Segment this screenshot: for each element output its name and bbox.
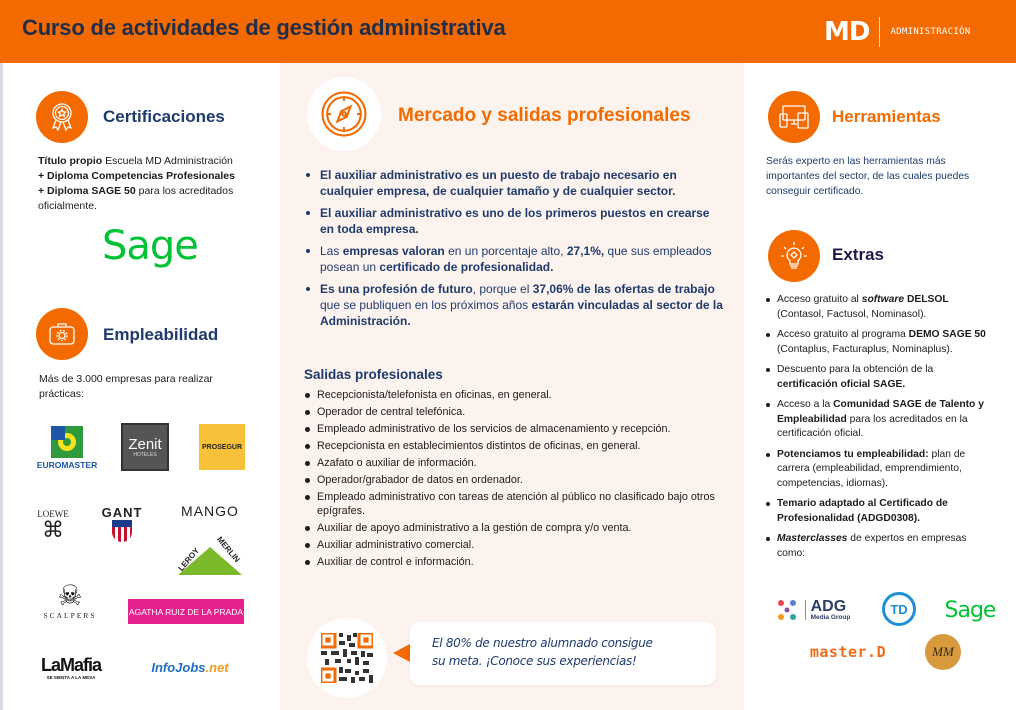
text: para los acreditados oficialmente.	[38, 185, 234, 212]
text-bold: + Diploma Competencias Profesionales	[38, 170, 235, 182]
md-administracion-logo[interactable]	[824, 17, 971, 47]
left-column	[0, 63, 280, 710]
text: plan de carrera (empleabilidad, emprendimiento, competencias, idiomas).	[777, 448, 966, 489]
mango-logo	[175, 503, 245, 519]
devices-icon	[768, 91, 820, 143]
text-bold: Potenciamos tu empleabilidad:	[777, 448, 929, 460]
text: (Contaplus, Facturaplus, Nominaplus).	[777, 343, 953, 355]
certificaciones-text	[38, 154, 268, 214]
loewe-label: LOEWE	[37, 509, 69, 519]
text: (Contasol, Factusol, Nominasol).	[777, 308, 927, 320]
text-italic: software	[861, 294, 905, 305]
logo-divider	[879, 17, 880, 47]
text: , porque el	[472, 282, 533, 296]
salida-item: Empleado administrativo de los servicios de almacenamiento y recepción.	[304, 422, 724, 436]
adg-divider	[805, 600, 806, 620]
leroy-label: LEROY	[176, 546, 202, 573]
bubble-arrow-icon	[393, 644, 410, 662]
lamafia-label: LaMafia	[40, 654, 102, 675]
text-bold: 27,1%,	[566, 244, 605, 258]
salida-item: Empleado administrativo con tareas de atención al público no clasificado bajo otros epígrafes.	[304, 490, 724, 518]
zenit-label: Zenit	[128, 435, 162, 453]
infojobs-label: InfoJobs	[151, 659, 206, 675]
agatha-ruiz-de-la-prada-logo	[128, 599, 244, 624]
text-bold: 37,06% de las ofertas de trabajo	[532, 282, 715, 296]
extras-bullet	[764, 398, 996, 442]
master-d-label: master.D	[809, 643, 887, 661]
gant-label: GANT	[101, 504, 143, 520]
text-bold: + Diploma SAGE 50	[38, 185, 136, 197]
text-bold: Es una profesión de futuro	[320, 282, 473, 296]
market-bullet	[304, 167, 724, 199]
mm-logo	[925, 634, 961, 670]
text: que se publiquen en los próximos años	[320, 298, 532, 312]
prosegur-logo	[199, 424, 245, 470]
text: Acceso gratuito al	[777, 294, 862, 305]
extras-bullet	[764, 328, 996, 357]
scalpers-logo	[35, 575, 105, 625]
lightbulb-icon	[768, 230, 820, 282]
infojobs-net-label: .net	[205, 659, 229, 675]
briefcase-gear-icon	[36, 308, 88, 360]
text-bold: El auxiliar administrativo es un puesto de trabajo necesario en cualquier empresa, de cualquier tamaño y de cualquier sector.	[320, 168, 677, 198]
text: que sus empleados posean un	[320, 244, 712, 274]
callout-line-1: El 80% de nuestro alumnado consigue	[432, 636, 653, 650]
mercado-title: Mercado y salidas profesionales	[398, 105, 691, 126]
empleabilidad-title: Empleabilidad	[103, 325, 219, 344]
td-label: TD	[890, 601, 908, 617]
agatha-label: AGATHA RUIZ DE LA PRADA	[128, 606, 244, 617]
loewe-anagram-icon: ⌘	[42, 517, 64, 542]
text-bold: Título propio	[38, 155, 103, 167]
leroy-merlin-logo	[173, 533, 247, 577]
text: para los acreditados en la certificación oficial.	[777, 413, 968, 439]
herramientas-title: Herramientas	[832, 107, 941, 126]
text-bold: DELSOL	[904, 294, 949, 305]
qr-code-icon	[321, 633, 373, 683]
page-title: Curso de actividades de gestión administrativa	[22, 15, 506, 40]
gant-shield-icon	[112, 520, 132, 542]
middle-column	[280, 63, 744, 710]
sage-logo: Sage	[102, 223, 198, 269]
adg-label: ADG	[810, 597, 847, 615]
market-bullet	[304, 205, 724, 237]
text-bold: Comunidad SAGE de Talento y Empleabilidad	[777, 399, 984, 425]
text-bold: certificación oficial SAGE.	[777, 378, 906, 390]
text-bold: certificado de profesionalidad.	[379, 260, 554, 274]
gant-logo	[91, 503, 153, 543]
salida-item: Operador/grabador de datos en ordenador.	[304, 473, 724, 487]
market-bullet	[304, 243, 724, 275]
text: Descuento para la obtención de la	[777, 364, 934, 375]
extras-list	[764, 293, 996, 567]
market-bullets	[304, 167, 724, 335]
salidas-list	[304, 388, 724, 572]
text: Acceso gratuito al programa	[777, 329, 909, 340]
adg-media-group-logo	[764, 593, 860, 627]
salida-item: Auxiliar de control e información.	[304, 555, 724, 569]
text: Escuela MD Administración	[102, 155, 233, 167]
extras-bullet	[764, 448, 996, 492]
infojobs-logo	[135, 657, 245, 677]
lamafia-logo	[35, 649, 107, 685]
salida-item: Auxiliar administrativo comercial.	[304, 538, 724, 552]
salida-item: Recepcionista/telefonista en oficinas, en general.	[304, 388, 724, 402]
salida-item: Recepcionista en establecimientos distintos de oficinas, en general.	[304, 439, 724, 453]
mango-label: MANGO	[181, 503, 239, 519]
testimonials-callout[interactable]	[410, 622, 716, 685]
euromaster-corner	[51, 426, 65, 440]
award-ribbon-icon	[36, 91, 88, 143]
euromaster-mark	[51, 426, 83, 458]
adg-mark-icon	[774, 597, 800, 623]
zenit-sublabel: HOTELES	[133, 451, 157, 458]
sage-partner-logo	[940, 593, 1000, 627]
market-bullet	[304, 281, 724, 329]
logo-text: ADMINISTRACIÓN	[890, 27, 971, 37]
right-column	[744, 63, 1016, 710]
text-bold: Temario adaptado al Certificado de Profesionalidad (ADGD0308).	[777, 498, 948, 524]
text-bold: empresas valoran	[342, 244, 445, 258]
text-italic: Masterclasses	[777, 533, 848, 544]
text: Las	[320, 244, 343, 258]
text: de expertos en empresas como:	[777, 533, 967, 559]
extras-bullet	[764, 497, 996, 526]
salidas-title: Salidas profesionales	[304, 367, 443, 382]
scalpers-label: SCALPERS	[43, 610, 97, 620]
extras-bullet	[764, 532, 996, 561]
master-d-logo	[800, 639, 896, 665]
extras-title: Extras	[832, 245, 884, 264]
logo-mark: MD	[824, 17, 870, 47]
text-bold: DEMO SAGE 50	[908, 329, 986, 340]
adg-text	[811, 599, 851, 622]
compass-icon	[307, 77, 381, 151]
sage-label: Sage	[944, 597, 996, 623]
page-header	[0, 0, 1016, 63]
text: en un porcentaje alto,	[444, 244, 567, 258]
lamafia-sublabel: SE SIENTA A LA MESA	[46, 674, 96, 680]
euromaster-label: EUROMASTER	[36, 460, 98, 470]
salida-item: Auxiliar de apoyo administrativo a la gestión de compra y/o venta.	[304, 521, 724, 535]
extras-bullet	[764, 363, 996, 392]
td-logo	[882, 592, 916, 626]
prosegur-label: PROSEGUR	[201, 443, 243, 451]
merlin-label: MERLIN	[215, 534, 242, 565]
empleabilidad-text: Más de 3.000 empresas para realizar prácticas:	[39, 373, 213, 400]
euromaster-logo	[37, 423, 97, 473]
herramientas-text: Serás experto en las herramientas más importantes del sector, de las cuales puedes conseguir certificado.	[766, 156, 970, 197]
salida-item: Azafato o auxiliar de información.	[304, 456, 724, 470]
extras-bullet	[764, 293, 996, 322]
mm-label: MM	[932, 644, 954, 659]
qr-code-button[interactable]	[307, 618, 387, 698]
adg-sublabel: Media Group	[810, 613, 851, 621]
loewe-logo	[35, 503, 71, 547]
callout-line-2: su meta. ¡Conoce sus experiencias!	[432, 654, 637, 668]
certificaciones-title: Certificaciones	[103, 107, 225, 126]
salida-item: Operador de central telefónica.	[304, 405, 724, 419]
zenit-hoteles-logo	[121, 423, 169, 471]
skull-crossbones-icon: ☠	[57, 579, 83, 611]
text-bold: estarán vinculadas al sector de la Administración.	[320, 298, 723, 328]
text-bold: El auxiliar administrativo es uno de los primeros puestos en crearse en toda empresa.	[320, 206, 710, 236]
text: Acceso a la	[777, 399, 834, 410]
